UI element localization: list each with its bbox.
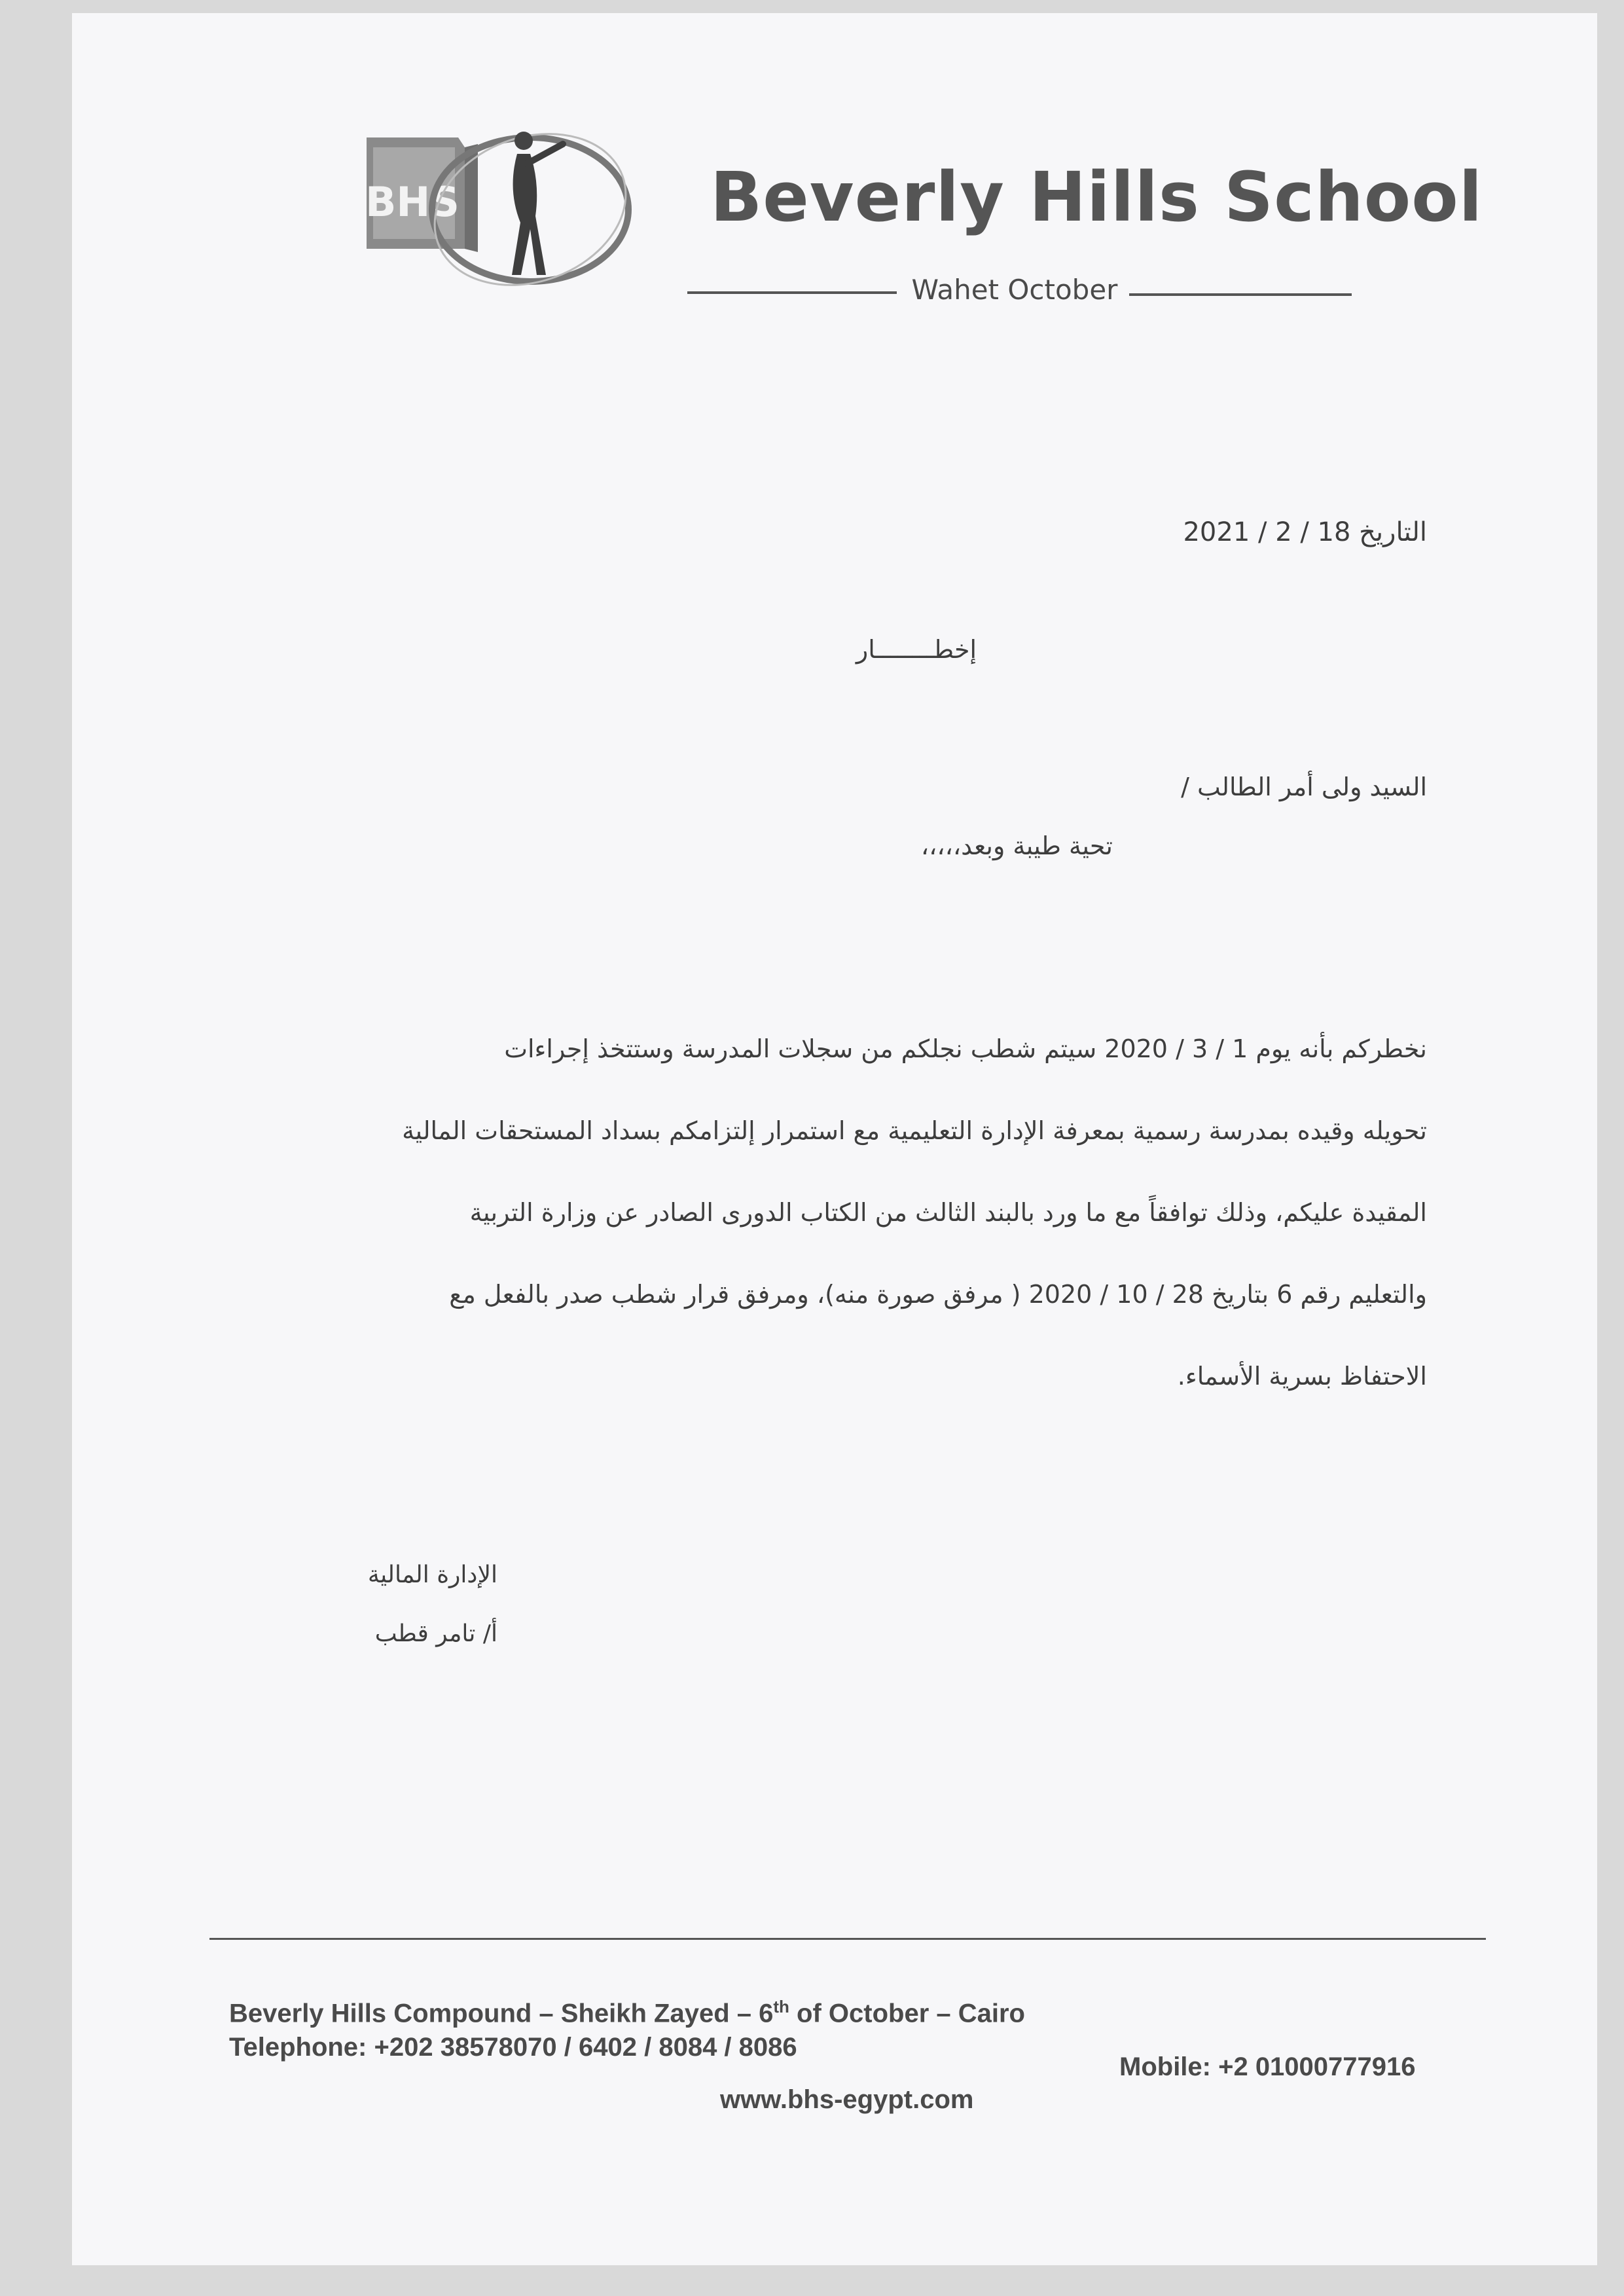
footer-address — [229, 1997, 1025, 2028]
footer-address-end: of October – Cairo — [789, 1999, 1025, 2028]
branch-divider-right — [1129, 293, 1352, 296]
school-logo-icon — [360, 118, 641, 288]
school-logo — [360, 118, 641, 288]
svg-text:BHS: BHS — [365, 178, 460, 226]
body-line-1: نخطركم بأنه يوم 1 / 3 / 2020 سيتم شطب نجلكم من سجلات المدرسة وستتخذ إجراءات — [504, 1034, 1427, 1063]
branch-name: Wahet October — [911, 274, 1118, 306]
letter-page — [72, 13, 1597, 2265]
footer-address-main: Beverly Hills Compound – Sheikh Zayed – 6 — [229, 1999, 774, 2028]
body-line-5: الاحتفاظ بسرية الأسماء. — [1177, 1362, 1427, 1391]
branch-divider-left — [687, 291, 897, 294]
notice-title: إخطــــــــار — [856, 635, 977, 664]
school-name: Beverly Hills School — [710, 157, 1483, 237]
greeting-line: تحية طيبة وبعد،،،،، — [920, 831, 1113, 860]
footer-address-ordinal: th — [773, 1997, 789, 2016]
footer-divider — [209, 1938, 1486, 1940]
recipient-line: السيد ولى أمر الطالب / — [1181, 773, 1427, 801]
signature-department: الإدارة المالية — [367, 1561, 497, 1588]
signature-name: أ/ تامر قطب — [374, 1620, 497, 1647]
body-line-2: تحويله وقيده بمدرسة رسمية بمعرفة الإدارة التعليمية مع استمرار إلتزامكم بسداد المستحقات المالية — [402, 1116, 1427, 1145]
footer-mobile: Mobile: +2 01000777916 — [1119, 2052, 1416, 2081]
footer-telephone: Telephone: +202 38578070 / 6402 / 8084 / 8086 — [229, 2033, 797, 2062]
letter-date: التاريخ 18 / 2 / 2021 — [1183, 517, 1427, 547]
body-line-3: المقيدة عليكم، وذلك توافقاً مع ما ورد بالبند الثالث من الكتاب الدورى الصادر عن وزارة التربية — [469, 1198, 1427, 1227]
body-line-4: والتعليم رقم 6 بتاريخ 28 / 10 / 2020 ( مرفق صورة منه)، ومرفق قرار شطب صدر بالفعل مع — [449, 1280, 1427, 1309]
footer-website: www.bhs-egypt.com — [720, 2085, 974, 2114]
